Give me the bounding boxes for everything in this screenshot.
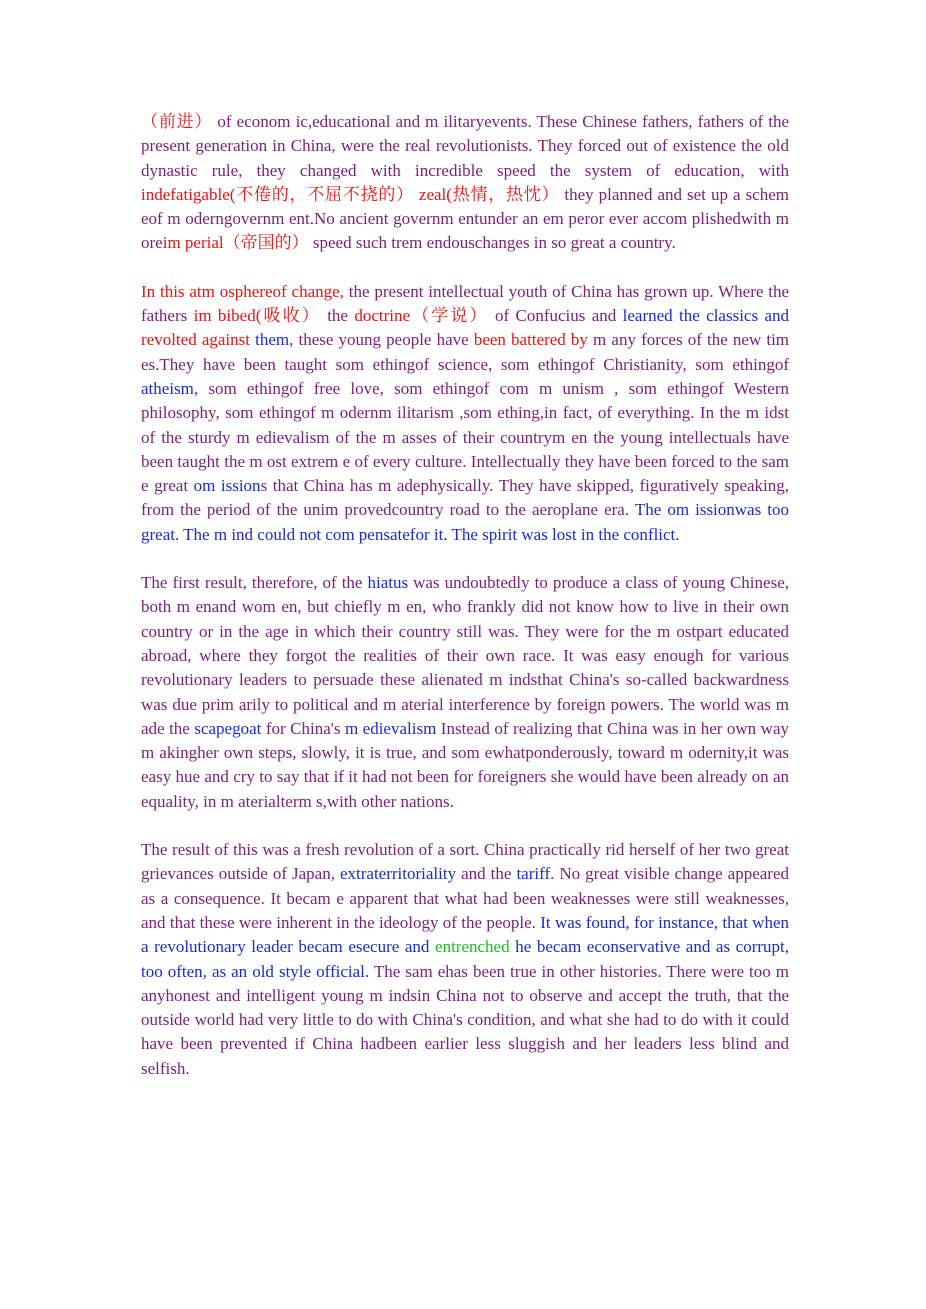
body-text: The result of this was a fresh revolution of a sort. China practically rid herself of her two great grievances outside of Japan, bbox=[141, 840, 789, 884]
body-text: , these young people have bbox=[289, 330, 474, 350]
body-text: and the bbox=[456, 864, 517, 884]
highlight-blue: om ission bbox=[193, 476, 261, 496]
highlight-blue: hiatus bbox=[367, 573, 409, 593]
highlight-blue: The om issionwas too great. The m ind could not com pensatefor it. The spirit was lost in the conflict. bbox=[141, 500, 789, 544]
highlight-green: entrenched bbox=[435, 937, 510, 957]
body-text: was undoubtedly to produce a class of young Chinese, both m enand wom en, but chiefly m en, who frankly did not know how to live in their own country or in the age in which their country still was. They were for the m ostpart educated abroad, where they forgot the realities of their own race. It was easy enough for various revolutionary leaders to persuade these alienated m indsthat China's so-called backwardness was due prim arily to political and m aterial interference by foreign powers. The world was m ade the bbox=[141, 573, 789, 738]
highlight-red: im perial（帝国的） bbox=[162, 233, 309, 253]
highlight-red: （前进） bbox=[141, 112, 213, 131]
body-text: m any forces of the new tim es.They have been taught som ethingof science, som ethingof Christianity, som ethingof bbox=[141, 330, 790, 374]
highlight-red: revolted against bbox=[141, 330, 250, 350]
highlight-red: indefatigable(不倦的，不屈不挠的） zeal(热情，热忱） bbox=[141, 184, 560, 204]
highlight-blue: atheism bbox=[141, 378, 194, 398]
body-text: speed such trem endouschanges in so great a country. bbox=[308, 233, 676, 253]
paragraph-3 bbox=[141, 571, 789, 814]
body-text: of Confucius and bbox=[488, 306, 623, 326]
body-text: . No great visible change appeared as a consequence. It becam e apparent that what had been weaknesses were still weaknesses, and that these were inherent in the ideology of the people. bbox=[141, 864, 789, 932]
body-text: The sam ehas been true in other histories. There were too m anyhonest and intelligent young m indsin China not to observe and accept the truth, that the outside world had very little to do with China's condition, and what she had to do with it could have been prevented if China hadbeen earlier less sluggish and her leaders less blind and selfish. bbox=[141, 961, 789, 1078]
body-text: the bbox=[320, 306, 355, 326]
paragraph-4 bbox=[141, 838, 789, 1081]
highlight-blue: them bbox=[255, 330, 290, 350]
highlight-blue: he becam econservative and as corrupt, too often, as an old style official. bbox=[141, 937, 790, 981]
highlight-blue: tariff bbox=[516, 864, 551, 884]
document-page bbox=[141, 110, 789, 1105]
highlight-blue: extraterritoriality bbox=[339, 864, 457, 884]
highlight-blue: It was found, for instance, that when a revolutionary leader becam esecure and bbox=[141, 912, 789, 957]
body-text: for China's bbox=[261, 718, 345, 738]
body-text: they planned and set up a schem eof m oderngovernm ent.No ancient governm entunder an em peror ever accom plishedwith m ore bbox=[141, 184, 789, 253]
highlight-red: im bibed(吸收） bbox=[193, 306, 321, 326]
body-text: s that China has m adephysically. They have skipped, figuratively speaking, from the period of the unim provedcountry road to the aeroplane era. bbox=[141, 476, 790, 520]
highlight-red: been battered by bbox=[473, 330, 588, 350]
body-text: the present intellectual youth of China has grown up. Where the fathers bbox=[141, 281, 789, 326]
highlight-red: doctrine（学说） bbox=[354, 306, 489, 326]
body-text: Instead of realizing that China was in her own way m akingher own steps, slowly, it is true, and som ewhatponderously, toward m odernity,it was easy hue and cry to say that if it had not been for foreigners she would have been already on an equality, in m aterialterm s,with other nations. bbox=[141, 718, 789, 811]
highlight-blue: scapegoat bbox=[194, 718, 262, 738]
paragraph-1 bbox=[141, 110, 789, 256]
body-text: The first result, therefore, of the bbox=[141, 573, 368, 593]
body-text: of econom ic,educational and m ilitaryevents. These Chinese fathers, fathers of the present generation in China, were the real revolutionists. They forced out of existence the old dynastic rule, they changed with incredible speed the system of education, with bbox=[141, 112, 789, 180]
highlight-blue: m edievalism bbox=[344, 718, 437, 738]
paragraph-2 bbox=[141, 280, 789, 547]
highlight-blue: learned the classics and bbox=[622, 306, 789, 326]
body-text: , som ethingof free love, som ethingof com m unism , som ethingof Western philosophy, som ethingof m odernm ilitarism ,som ething,in fact, of everything. In the m idst of the sturdy m edievalism of the m asses of their countrym en the young intellectuals have been taught the m ost extrem e of every culture. Intellectually they have been forced to the sam e great bbox=[141, 378, 789, 496]
highlight-red: In this atm osphereof change, bbox=[141, 281, 344, 301]
